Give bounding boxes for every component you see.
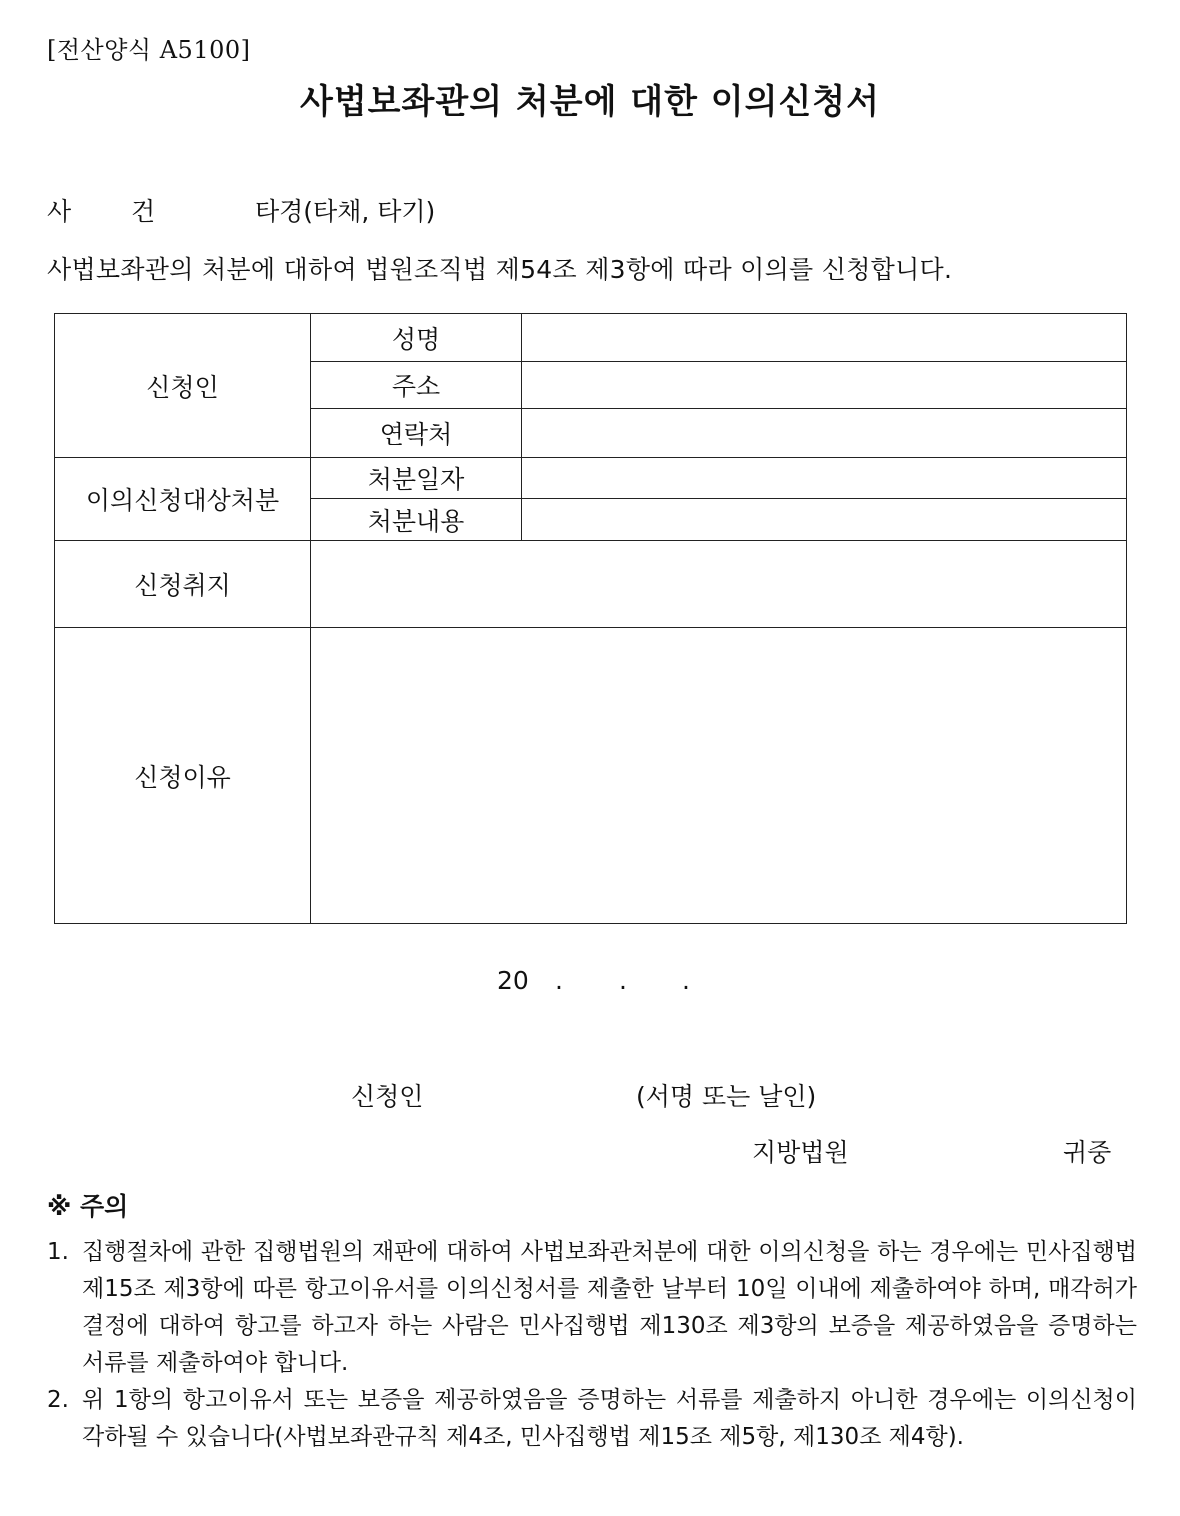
date-dot-3: . [682,966,690,995]
date-year-prefix: 20 [497,966,529,995]
reason-label: 신청이유 [55,628,311,924]
address-label: 주소 [311,362,522,409]
court-suffix: 귀중 [1063,1138,1112,1167]
form-code: [전산양식 A5100] [47,36,251,64]
notice-title: ※ 주의 [47,1192,129,1221]
notice-item [47,1382,1137,1456]
notice-item-text: 위 1항의 항고이유서 또는 보증을 제공하였음을 증명하는 서류를 제출하지 아니한 경우에는 이의신청이 각하될 수 있습니다(사법보좌관규칙 제4조, 민사집행법 제15조 제5항, 제130조 제4항). [82,1387,1137,1450]
case-number-field[interactable]: 타경(타채, 타기) [255,197,436,226]
name-field[interactable] [522,314,1127,362]
case-label-1: 사 [47,197,72,226]
notice-item [47,1234,1137,1382]
document-title: 사법보좌관의 처분에 대한 이의신청서 [299,82,880,122]
applicant-section-label: 신청인 [55,314,311,458]
notice-item-text: 집행절차에 관한 집행법원의 재판에 대하여 사법보좌관처분에 대한 이의신청을 하는 경우에는 민사집행법 제15조 제3항에 따른 항고이유서를 이의신청서를 제출한 날부터 10일 이내에 제출하여야 하며, 매각허가결정에 대하여 항고를 하고자 하는 사람은 민사집행법 제130조 제3항의 보증을 제공하였음을 증명하는 서류를 제출하여야 합니다. [82,1239,1137,1376]
name-label: 성명 [311,314,522,362]
address-field[interactable] [522,362,1127,409]
intro-text: 사법보좌관의 처분에 대하여 법원조직법 제54조 제3항에 따라 이의를 신청합니다. [47,255,953,284]
case-label-2: 건 [131,197,156,226]
target-disposition-label: 이의신청대상처분 [55,458,311,541]
date-dot-1: . [555,966,563,995]
court-name: 지방법원 [752,1138,849,1167]
notice-list [47,1234,1137,1456]
disposition-content-label: 처분내용 [311,499,522,541]
signature-note: (서명 또는 날인) [636,1082,817,1111]
signature-applicant-label: 신청인 [351,1082,424,1111]
purpose-field[interactable] [311,541,1127,628]
notice-item-number: 1. [47,1239,69,1265]
purpose-label: 신청취지 [55,541,311,628]
application-form-table [54,313,1127,924]
contact-field[interactable] [522,409,1127,458]
contact-label: 연락처 [311,409,522,458]
disposition-date-label: 처분일자 [311,458,522,499]
date-dot-2: . [619,966,627,995]
disposition-content-field[interactable] [522,499,1127,541]
disposition-date-field[interactable] [522,458,1127,499]
reason-field[interactable] [311,628,1127,924]
notice-item-number: 2. [47,1387,69,1413]
